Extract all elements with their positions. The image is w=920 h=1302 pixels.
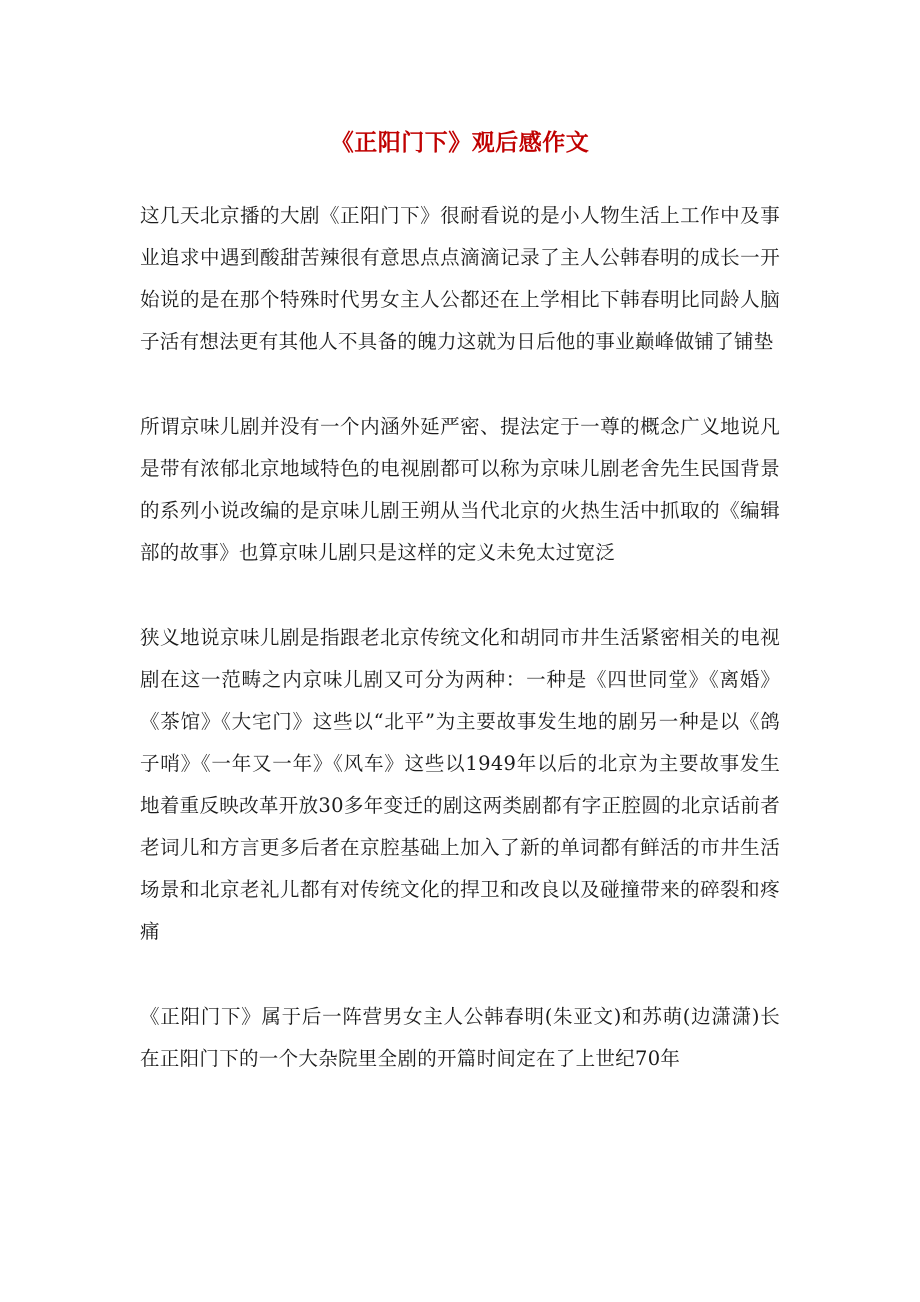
document-body <box>140 195 780 1080</box>
paragraph-4: 《正阳门下》属于后一阵营男女主人公韩春明(朱亚文)和苏萌(边潇潇)长在正阳门下的一个大杂院里全剧的开篇时间定在了上世纪70年 <box>140 1005 780 1070</box>
document-title: 《正阳门下》观后感作文 <box>330 130 590 157</box>
paragraph-1: 这几天北京播的大剧《正阳门下》很耐看说的是小人物生活上工作中及事业追求中遇到酸甜苦辣很有意思点点滴滴记录了主人公韩春明的成长一开始说的是在那个特殊时代男女主人公都还在上学相比下韩春明比同龄人脑子活有想法更有其他人不具备的魄力这就为日后他的事业巅峰做铺了铺垫 <box>140 204 780 353</box>
paragraph-2: 所谓京味儿剧并没有一个内涵外延严密、提法定于一尊的概念广义地说凡是带有浓郁北京地域特色的电视剧都可以称为京味儿剧老舍先生民国背景的系列小说改编的是京味儿剧王朔从当代北京的火热生活中抓取的《编辑部的故事》也算京味儿剧只是这样的定义未免太过宽泛 <box>140 415 780 564</box>
paragraph-3: 狭义地说京味儿剧是指跟老北京传统文化和胡同市井生活紧密相关的电视剧在这一范畴之内京味儿剧又可分为两种：一种是《四世同堂》《离婚》《茶馆》《大宅门》这些以“北平”为主要故事发生地的剧另一种是以《鸽子哨》《一年又一年》《风车》这些以1949年以后的北京为主要故事发生地着重反映改革开放30多年变迁的剧这两类剧都有字正腔圆的北京话前者老词儿和方言更多后者在京腔基础上加入了新的单词都有鲜活的市井生活场景和北京老礼儿都有对传统文化的捍卫和改良以及碰撞带来的碎裂和疼痛 <box>140 626 780 943</box>
